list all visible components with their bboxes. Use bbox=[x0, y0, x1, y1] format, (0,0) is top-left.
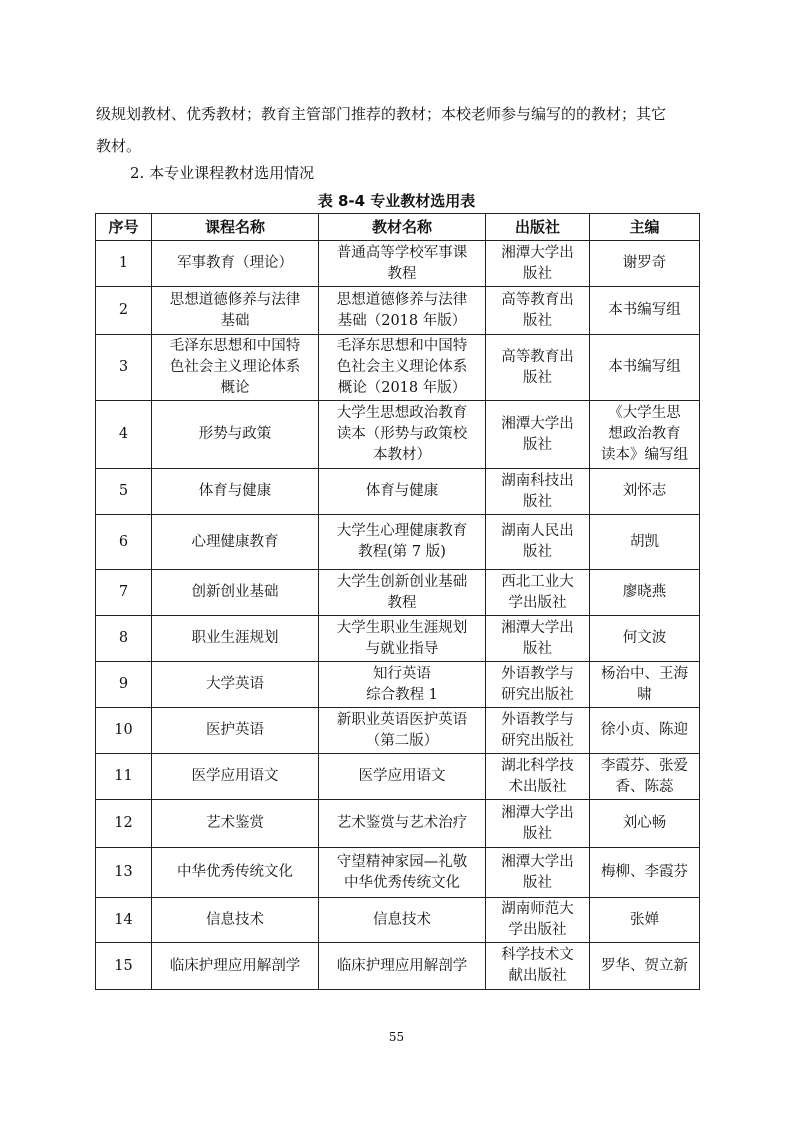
cell-index: 14 bbox=[96, 898, 152, 943]
cell-text-line: 高等教育出 bbox=[501, 348, 574, 365]
table-row bbox=[96, 287, 700, 335]
cell-course-name bbox=[152, 754, 319, 800]
cell-textbook-name bbox=[319, 800, 486, 848]
table-caption: 表 8-4 专业教材选用表 bbox=[317, 192, 476, 210]
cell-editor bbox=[590, 241, 700, 287]
cell-textbook-name bbox=[319, 401, 486, 469]
cell-text-line: 大学生思想政治教育 bbox=[336, 405, 468, 421]
table-header-row bbox=[96, 214, 700, 241]
cell-editor bbox=[590, 662, 700, 708]
cell-course-name bbox=[152, 848, 319, 898]
cell-text-line: 版社 bbox=[523, 493, 552, 510]
cell-index: 8 bbox=[96, 616, 152, 662]
cell-text-line: 大学生心理健康教育 bbox=[336, 523, 468, 539]
cell-text-line: 湖北科学技 bbox=[501, 757, 574, 774]
cell-text-line: 色社会主义理论体系 bbox=[336, 359, 468, 375]
cell-course-name bbox=[152, 708, 319, 754]
cell-text-line: 中华优秀传统文化 bbox=[177, 864, 293, 880]
cell-editor bbox=[590, 848, 700, 898]
cell-course-name bbox=[152, 616, 319, 662]
cell-course-name bbox=[152, 401, 319, 469]
cell-publisher bbox=[486, 848, 590, 898]
cell-text-line: 读本》编写组 bbox=[601, 447, 688, 463]
textbook-table bbox=[95, 213, 700, 990]
table-body bbox=[96, 241, 700, 990]
cell-textbook-name bbox=[319, 848, 486, 898]
cell-index: 4 bbox=[96, 401, 152, 469]
cell-text-line: 普通高等学校军事课 bbox=[336, 244, 468, 261]
body-paragraph-line-1: 级规划教材、优秀教材；教育主管部门推荐的教材；本校老师参与编写的的教材；其它 bbox=[96, 105, 667, 123]
cell-text-line: 湘潭大学出 bbox=[501, 244, 574, 261]
cell-index: 15 bbox=[96, 943, 152, 990]
cell-index: 7 bbox=[96, 570, 152, 616]
cell-text-line: 胡凯 bbox=[630, 533, 659, 550]
cell-index: 11 bbox=[96, 754, 152, 800]
cell-text-line: 廖晓燕 bbox=[622, 584, 667, 600]
cell-index: 9 bbox=[96, 662, 152, 708]
cell-text-line: 何文波 bbox=[622, 630, 667, 646]
cell-editor bbox=[590, 616, 700, 662]
cell-text-line: 香、陈蕊 bbox=[615, 778, 674, 795]
cell-textbook-name bbox=[319, 335, 486, 401]
cell-text-line: 医护英语 bbox=[206, 722, 264, 738]
cell-text-line: 概论（2018 年版） bbox=[337, 380, 467, 396]
cell-course-name bbox=[152, 287, 319, 335]
cell-publisher bbox=[486, 515, 590, 570]
cell-index: 5 bbox=[96, 469, 152, 515]
cell-text-line: 西北工业大 bbox=[501, 573, 574, 590]
cell-text-line: 教程 bbox=[387, 265, 417, 282]
cell-text-line: 医学应用语文 bbox=[191, 768, 279, 784]
cell-text-line: （第二版） bbox=[365, 732, 439, 749]
cell-text-line: 罗华、贺立新 bbox=[601, 957, 688, 974]
cell-text-line: 大学英语 bbox=[206, 676, 264, 692]
cell-text-line: 知行英语 bbox=[373, 665, 431, 682]
section-heading: 2. 本专业课程教材选用情况 bbox=[130, 164, 315, 182]
cell-text-line: 版社 bbox=[523, 544, 552, 560]
table-row bbox=[96, 898, 700, 943]
header-course-name: 课程名称 bbox=[152, 214, 319, 241]
table-row bbox=[96, 335, 700, 401]
cell-text-line: 徐小贞、陈迎 bbox=[601, 722, 688, 738]
cell-textbook-name bbox=[319, 708, 486, 754]
cell-text-line: 啸 bbox=[637, 686, 652, 703]
table-row bbox=[96, 848, 700, 898]
cell-course-name bbox=[152, 515, 319, 570]
cell-publisher bbox=[486, 662, 590, 708]
page-number: 55 bbox=[388, 1030, 405, 1044]
cell-text-line: 信息技术 bbox=[373, 911, 431, 928]
cell-publisher bbox=[486, 469, 590, 515]
cell-index: 12 bbox=[96, 800, 152, 848]
cell-textbook-name bbox=[319, 570, 486, 616]
cell-index: 1 bbox=[96, 241, 152, 287]
cell-text-line: 职业生涯规划 bbox=[191, 630, 279, 646]
cell-text-line: 献出版社 bbox=[508, 968, 567, 984]
cell-text-line: 研究出版社 bbox=[501, 732, 574, 749]
header-editor: 主编 bbox=[590, 214, 700, 241]
cell-index: 3 bbox=[96, 335, 152, 401]
cell-text-line: 信息技术 bbox=[206, 911, 264, 928]
cell-course-name bbox=[152, 800, 319, 848]
cell-editor bbox=[590, 754, 700, 800]
cell-publisher bbox=[486, 898, 590, 943]
cell-course-name bbox=[152, 898, 319, 943]
cell-publisher bbox=[486, 754, 590, 800]
cell-text-line: 综合教程 1 bbox=[366, 686, 438, 703]
cell-text-line: 湘潭大学出 bbox=[501, 853, 574, 870]
cell-text-line: 守望精神家园—礼敬 bbox=[336, 853, 468, 870]
cell-textbook-name bbox=[319, 943, 486, 990]
header-textbook-name: 教材名称 bbox=[319, 214, 486, 241]
cell-editor bbox=[590, 515, 700, 570]
header-publisher: 出版社 bbox=[486, 214, 590, 241]
cell-text-line: 临床护理应用解剖学 bbox=[336, 957, 468, 974]
cell-text-line: 外语教学与 bbox=[501, 665, 574, 682]
cell-text-line: 谢罗奇 bbox=[622, 255, 667, 271]
cell-text-line: 大学生职业生涯规划 bbox=[336, 619, 468, 636]
cell-index: 13 bbox=[96, 848, 152, 898]
cell-textbook-name bbox=[319, 898, 486, 943]
cell-editor bbox=[590, 708, 700, 754]
cell-publisher bbox=[486, 287, 590, 335]
cell-editor bbox=[590, 287, 700, 335]
cell-index: 6 bbox=[96, 515, 152, 570]
cell-textbook-name bbox=[319, 662, 486, 708]
cell-text-line: 临床护理应用解剖学 bbox=[169, 957, 301, 974]
cell-index: 10 bbox=[96, 708, 152, 754]
cell-editor bbox=[590, 401, 700, 469]
cell-text-line: 湖南科技出 bbox=[501, 472, 574, 489]
cell-text-line: 医学应用语文 bbox=[358, 768, 446, 784]
cell-textbook-name bbox=[319, 241, 486, 287]
cell-editor bbox=[590, 570, 700, 616]
cell-text-line: 艺术鉴赏与艺术治疗 bbox=[336, 815, 468, 831]
cell-textbook-name bbox=[319, 515, 486, 570]
cell-course-name bbox=[152, 241, 319, 287]
table-row bbox=[96, 616, 700, 662]
cell-text-line: 刘怀志 bbox=[622, 483, 667, 499]
cell-text-line: 概论 bbox=[220, 380, 250, 396]
cell-text-line: 杨治中、王海 bbox=[601, 665, 688, 682]
cell-text-line: 读本（形势与政策校 bbox=[336, 426, 468, 442]
cell-text-line: 学出版社 bbox=[508, 922, 567, 938]
cell-text-line: 版社 bbox=[523, 312, 552, 329]
cell-text-line: 新职业英语医护英语 bbox=[336, 711, 468, 728]
cell-text-line: 版社 bbox=[523, 640, 552, 657]
cell-text-line: 张婵 bbox=[630, 911, 659, 928]
cell-text-line: 本书编写组 bbox=[608, 359, 681, 375]
cell-text-line: 基础 bbox=[220, 312, 250, 329]
cell-editor bbox=[590, 898, 700, 943]
cell-publisher bbox=[486, 241, 590, 287]
cell-text-line: 色社会主义理论体系 bbox=[169, 359, 301, 375]
cell-text-line: 版社 bbox=[523, 874, 552, 891]
cell-text-line: 军事教育（理论） bbox=[177, 255, 293, 271]
cell-text-line: 版社 bbox=[523, 825, 552, 842]
cell-editor bbox=[590, 469, 700, 515]
cell-textbook-name bbox=[319, 287, 486, 335]
cell-publisher bbox=[486, 570, 590, 616]
cell-course-name bbox=[152, 469, 319, 515]
cell-publisher bbox=[486, 943, 590, 990]
cell-text-line: 与就业指导 bbox=[365, 640, 439, 657]
cell-text-line: 基础（2018 年版） bbox=[337, 312, 467, 329]
cell-text-line: 湖南人民出 bbox=[501, 523, 574, 539]
body-paragraph-line-2: 教材。 bbox=[96, 137, 142, 155]
cell-course-name bbox=[152, 662, 319, 708]
table-row bbox=[96, 800, 700, 848]
cell-text-line: 刘心畅 bbox=[622, 815, 667, 831]
cell-course-name bbox=[152, 943, 319, 990]
cell-text-line: 大学生创新创业基础 bbox=[336, 573, 468, 590]
cell-text-line: 体育与健康 bbox=[365, 483, 439, 499]
cell-text-line: 想政治教育 bbox=[608, 426, 681, 442]
cell-text-line: 教程(第 7 版) bbox=[358, 544, 446, 560]
cell-text-line: 毛泽东思想和中国特 bbox=[336, 338, 468, 354]
cell-text-line: 湘潭大学出 bbox=[501, 619, 574, 636]
cell-publisher bbox=[486, 401, 590, 469]
cell-publisher bbox=[486, 800, 590, 848]
cell-textbook-name bbox=[319, 616, 486, 662]
header-index: 序号 bbox=[96, 214, 152, 241]
cell-text-line: 艺术鉴赏 bbox=[206, 815, 264, 831]
cell-editor bbox=[590, 335, 700, 401]
cell-text-line: 梅柳、李霞芬 bbox=[601, 864, 688, 880]
cell-text-line: 版社 bbox=[523, 436, 552, 453]
cell-publisher bbox=[486, 335, 590, 401]
cell-text-line: 中华优秀传统文化 bbox=[344, 874, 460, 891]
cell-editor bbox=[590, 943, 700, 990]
table-row bbox=[96, 469, 700, 515]
table-row bbox=[96, 943, 700, 990]
table-row bbox=[96, 241, 700, 287]
cell-text-line: 思想道德修养与法律 bbox=[169, 291, 301, 308]
cell-text-line: 本书编写组 bbox=[608, 302, 681, 318]
cell-text-line: 版社 bbox=[523, 369, 552, 386]
cell-text-line: 《大学生思 bbox=[608, 405, 681, 421]
cell-textbook-name bbox=[319, 754, 486, 800]
cell-text-line: 湘潭大学出 bbox=[501, 415, 574, 432]
cell-editor bbox=[590, 800, 700, 848]
cell-text-line: 李霞芬、张爱 bbox=[601, 757, 688, 774]
cell-course-name bbox=[152, 570, 319, 616]
cell-text-line: 湖南师范大 bbox=[501, 901, 574, 917]
table-row bbox=[96, 570, 700, 616]
cell-text-line: 外语教学与 bbox=[501, 711, 574, 728]
cell-text-line: 心理健康教育 bbox=[191, 533, 279, 550]
cell-text-line: 湘潭大学出 bbox=[501, 804, 574, 821]
cell-index: 2 bbox=[96, 287, 152, 335]
table-row bbox=[96, 708, 700, 754]
table-row bbox=[96, 754, 700, 800]
cell-text-line: 毛泽东思想和中国特 bbox=[169, 338, 301, 354]
cell-text-line: 科学技术文 bbox=[501, 947, 574, 963]
cell-publisher bbox=[486, 616, 590, 662]
cell-text-line: 学出版社 bbox=[508, 594, 567, 611]
cell-text-line: 体育与健康 bbox=[198, 483, 272, 499]
cell-publisher bbox=[486, 708, 590, 754]
cell-text-line: 教程 bbox=[387, 594, 417, 611]
cell-text-line: 术出版社 bbox=[508, 778, 567, 795]
cell-textbook-name bbox=[319, 469, 486, 515]
cell-text-line: 形势与政策 bbox=[198, 426, 272, 442]
cell-text-line: 研究出版社 bbox=[501, 686, 574, 703]
cell-text-line: 高等教育出 bbox=[501, 291, 574, 308]
cell-course-name bbox=[152, 335, 319, 401]
cell-text-line: 本教材） bbox=[373, 447, 431, 463]
table-row bbox=[96, 401, 700, 469]
cell-text-line: 思想道德修养与法律 bbox=[336, 291, 468, 308]
cell-text-line: 版社 bbox=[523, 265, 552, 282]
cell-text-line: 创新创业基础 bbox=[191, 584, 279, 600]
table-row bbox=[96, 515, 700, 570]
table-row bbox=[96, 662, 700, 708]
